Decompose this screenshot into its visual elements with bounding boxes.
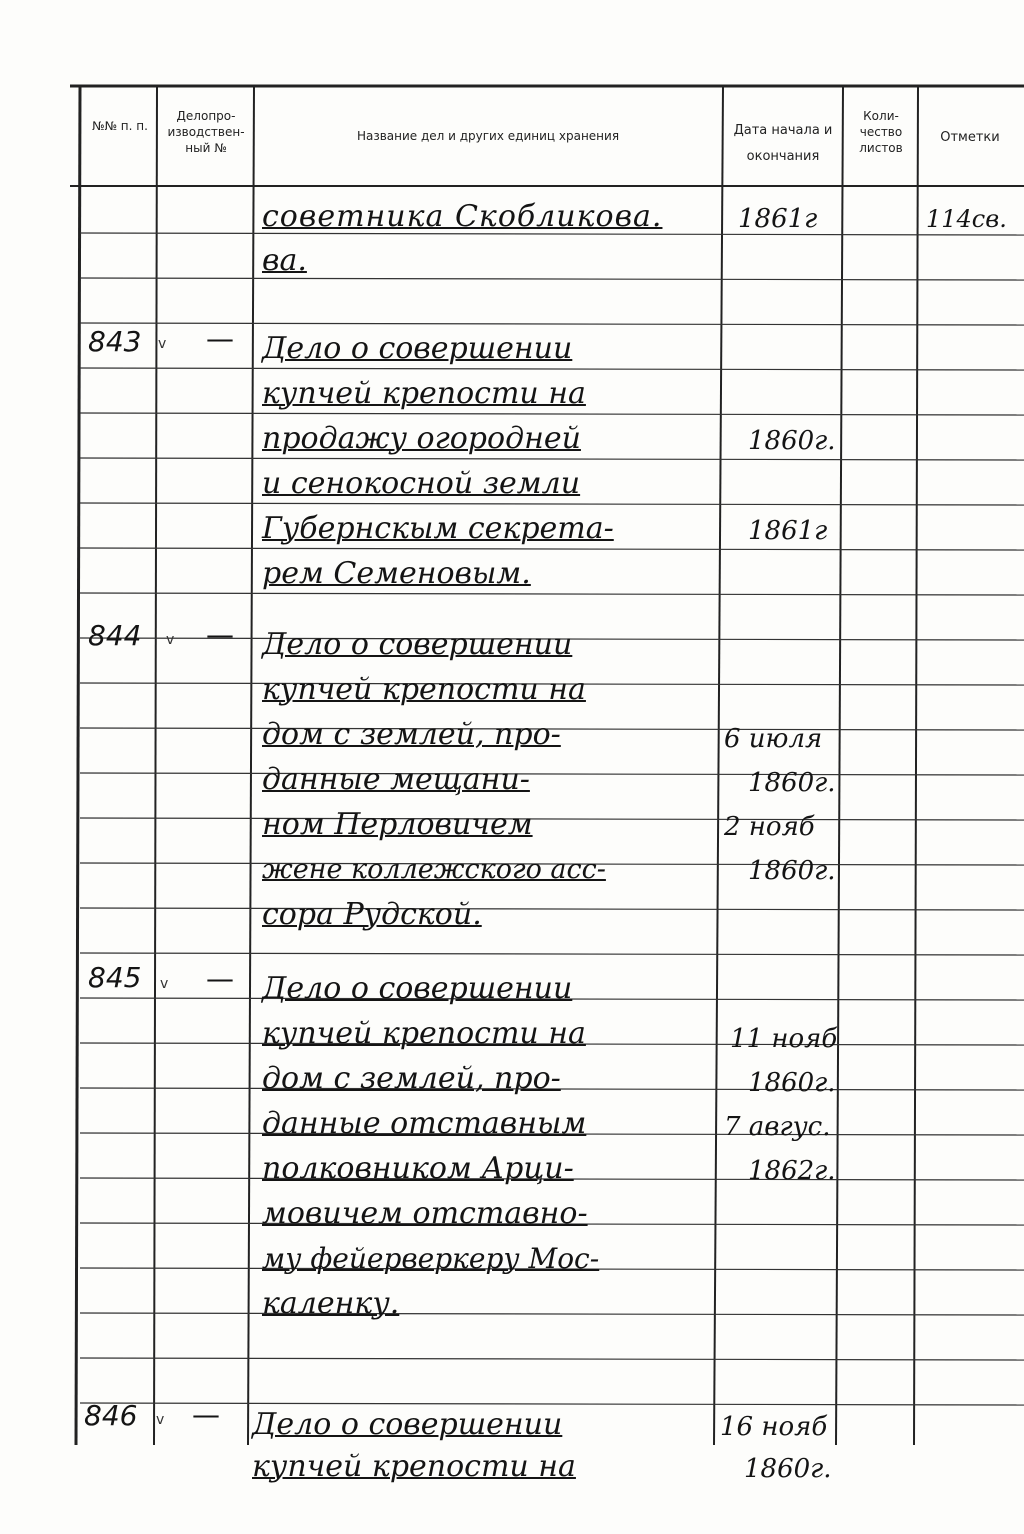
entry-line: Дело о совершении [262,331,573,366]
entry-line: ном Перловичем [262,807,533,842]
entry-line: и сенокосной земли [262,466,581,501]
entry-date: 1860г. [748,768,836,798]
entry-line: Дело о совершении [252,1407,563,1442]
ruled-line [80,1313,1024,1315]
entry-line: купчей крепости на [252,1449,576,1484]
check-mark: v [160,976,169,992]
entry-date: 16 нояб [720,1412,828,1442]
entry-line: каленку. [262,1286,400,1321]
entry-line: Губернскым секрета- [262,511,614,546]
entry-date: 7 авгус. [724,1112,831,1142]
entry-dash: — [192,1398,220,1431]
header-dates: Дата начала и окончания [733,123,833,164]
entry-line: полковником Арци- [262,1151,574,1186]
entry-line: Дело о совершении [262,627,573,662]
entry-number: 844 [88,619,142,652]
header-title: Название дел и других единиц хранения [356,129,620,143]
entry-line: купчей крепости на [262,1016,586,1051]
ruled-line [80,908,1024,910]
entry-line: сора Рудской. [262,897,482,932]
ruled-line [80,413,1024,415]
entry-number: 846 [84,1399,138,1432]
header-office-num: Делопро- изводствен- ный № [167,109,245,155]
entry-line: Дело о совершении [262,971,573,1006]
ruled-line [80,1403,1024,1405]
ruled-line [80,773,1024,775]
entry-date: 1860г. [744,1454,832,1484]
ruled-line [80,818,1024,820]
entry-dash: — [206,618,234,651]
continuation-line-2: ва. [262,243,307,278]
ruled-line [80,593,1024,595]
entry-date: 2 нояб [724,812,815,842]
entry-line: мовичем отставно- [262,1196,588,1231]
entry-date: 1860г. [748,856,836,886]
entry-date: 1861г [748,516,828,546]
entry-date: 6 июля [724,724,823,754]
ruled-line [80,368,1024,370]
entry-dash: — [206,322,234,355]
header-sheets: Коли- чество листов [859,109,903,155]
ruled-line [80,458,1024,460]
continuation-line-1: советника Скобликова. [262,199,663,234]
header-num: №№ п. п. [92,119,148,133]
entry-date: 1860г. [748,426,836,456]
entry-line: рем Семеновым. [262,556,531,591]
entry-line: му фейерверкеру Мос- [262,1242,600,1275]
ruled-line [80,1358,1024,1360]
entry-line: дом с землей, про- [262,1061,561,1096]
check-mark: v [166,632,175,648]
entry-number: 843 [88,325,142,358]
ruled-line [80,278,1024,280]
continuation-note: 114св. [926,205,1007,233]
header-notes: Отметки [940,130,1000,145]
entry-date: 1862г. [748,1156,836,1186]
check-mark: v [156,1412,165,1428]
entry-line: купчей крепости на [262,376,586,411]
continuation-date: 1861г [738,204,818,234]
entry-date: 11 нояб [730,1024,838,1054]
entry-number: 845 [88,961,142,994]
ruled-line [80,548,1024,550]
check-mark: v [158,336,167,352]
ruled-line [80,503,1024,505]
entry-line: продажу огородней [262,421,581,456]
entry-line: купчей крепости на [262,672,586,707]
entry-line: данные мещани- [262,762,530,797]
entry-date: 1860г. [748,1068,836,1098]
entry-line: данные отставным [262,1106,587,1141]
entry-dash: — [206,962,234,995]
entry-line: дом с землей, про- [262,717,561,752]
ruled-line [80,953,1024,955]
entry-line: жене коллежского асс- [262,854,606,885]
